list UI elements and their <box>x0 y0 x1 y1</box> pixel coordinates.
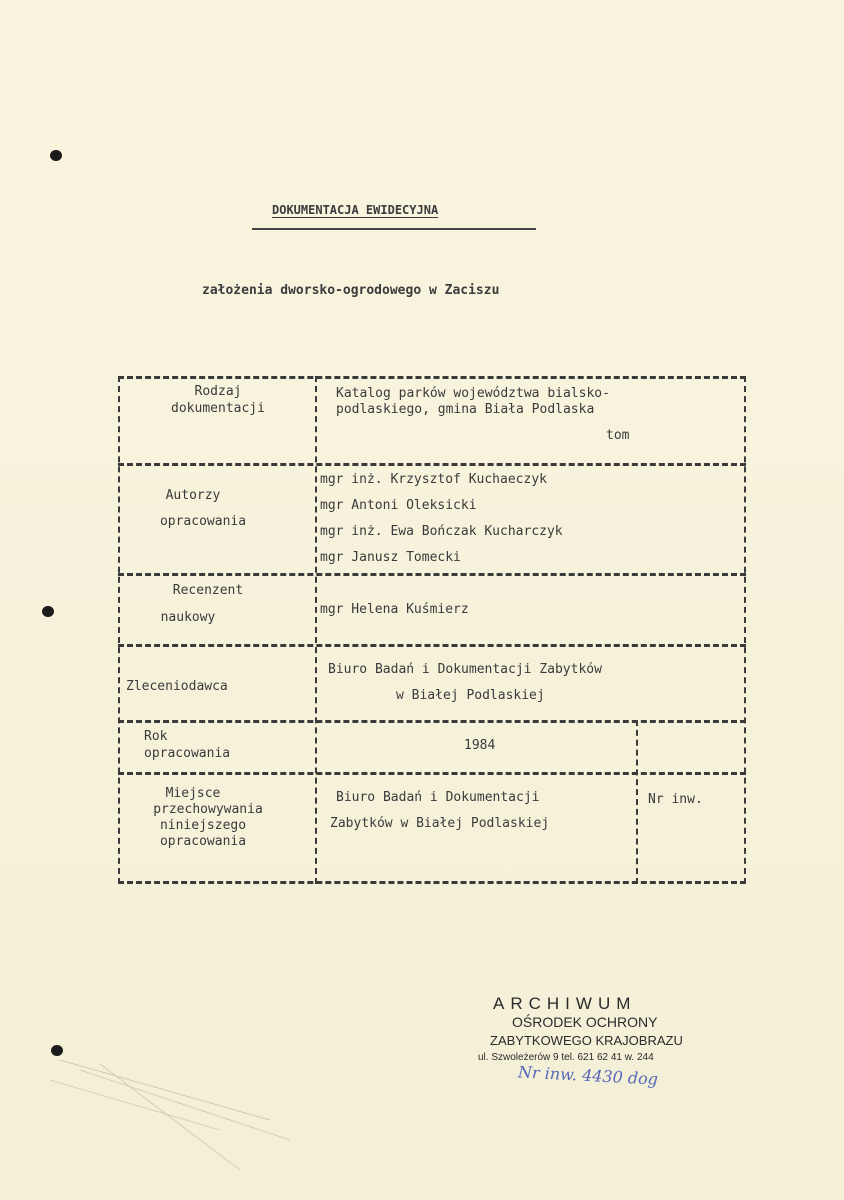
table-divider <box>118 644 746 647</box>
rok-label-line1: Rok <box>144 729 168 744</box>
table-divider <box>118 573 746 576</box>
table-column-divider <box>315 376 317 884</box>
table-border-top <box>118 376 746 379</box>
table-column-divider-right <box>636 720 638 884</box>
recenzent-label-line2: naukowy <box>160 610 216 625</box>
author-name: mgr inż. Ewa Bończak Kucharczyk <box>320 524 563 539</box>
archive-stamp-line3: ZABYTKOWEGO KRAJOBRAZU <box>490 1033 683 1048</box>
author-name: mgr Janusz Tomecki <box>320 550 461 565</box>
miejsce-label-line3: niniejszego <box>159 818 247 833</box>
autorzy-label-line2: opracowania <box>159 514 247 529</box>
rodzaj-label-line1: Rodzaj <box>194 384 242 399</box>
recenzent-label-line1: Recenzent <box>172 583 244 598</box>
document-title: DOKUMENTACJA EWIDECYJNA <box>272 203 439 217</box>
miejsce-label-line2: przechowywania <box>153 802 263 817</box>
table-border-bottom <box>118 881 746 884</box>
miejsce-value-line2: Zabytków w Białej Podlaskiej <box>330 816 550 831</box>
zleceniodawca-value-line2: w Białej Podlaskiej <box>396 688 545 703</box>
archive-stamp-line2: OŚRODEK OCHRONY <box>512 1014 658 1030</box>
rodzaj-label-line2: dokumentacji <box>171 401 265 416</box>
title-underline <box>252 228 536 230</box>
rodzaj-value-line2: podlaskiego, gmina Biała Podlaska <box>336 402 595 417</box>
zleceniodawca-label: Zleceniodawca <box>126 679 228 694</box>
autorzy-label-line1: Autorzy <box>165 488 221 503</box>
table-divider <box>118 720 746 723</box>
handwritten-inventory-note: Nr inw. 4430 dog <box>517 1062 659 1089</box>
paper-scratch-marks <box>40 1040 360 1180</box>
recenzent-value: mgr Helena Kuśmierz <box>320 602 469 617</box>
author-name: mgr Antoni Oleksicki <box>320 498 477 513</box>
zleceniodawca-value-line1: Biuro Badań i Dokumentacji Zabytków <box>328 662 602 677</box>
miejsce-label-line1: Miejsce <box>165 786 221 801</box>
nr-inw-label: Nr inw. <box>648 792 703 807</box>
table-divider <box>118 463 746 466</box>
rok-value: 1984 <box>464 738 496 753</box>
table-border-right <box>744 376 746 884</box>
rodzaj-value-tom: tom <box>606 428 630 443</box>
table-divider <box>118 772 746 775</box>
document-subtitle: założenia dworsko-ogrodowego w Zaciszu <box>202 283 500 298</box>
rok-label-line2: opracowania <box>144 746 231 761</box>
author-name: mgr inż. Krzysztof Kuchaeczyk <box>320 472 547 487</box>
miejsce-value-line1: Biuro Badań i Dokumentacji <box>336 790 540 805</box>
archive-stamp-address: ul. Szwoleżerów 9 tel. 621 62 41 w. 244 <box>478 1052 654 1063</box>
documentation-table <box>118 376 746 884</box>
punch-hole-middle <box>42 606 54 617</box>
miejsce-label-line4: opracowania <box>159 834 247 849</box>
punch-hole-top <box>50 150 62 161</box>
rodzaj-value-line1: Katalog parków województwa bialsko- <box>336 386 610 401</box>
archive-stamp-title: ARCHIWUM <box>493 994 637 1013</box>
